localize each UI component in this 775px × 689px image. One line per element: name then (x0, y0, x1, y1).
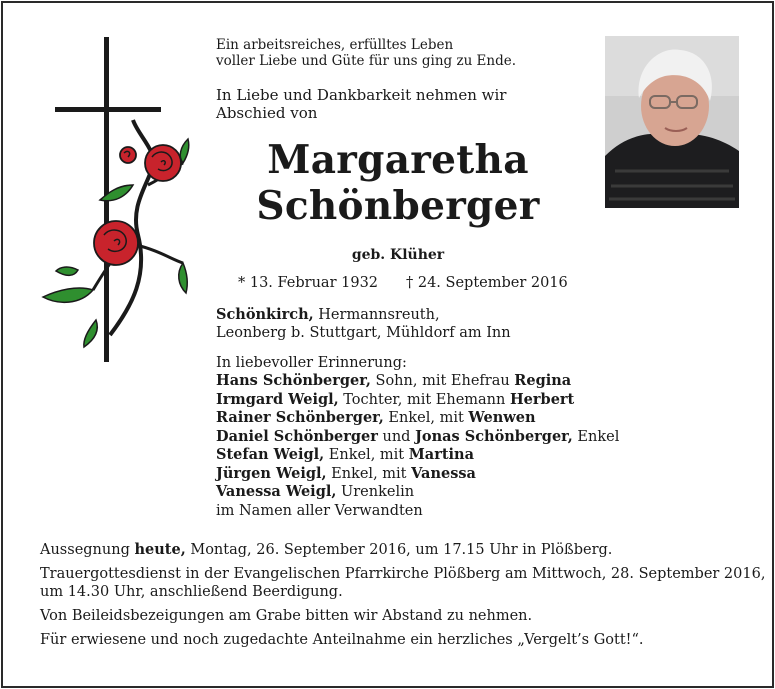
bold-text: Stefan Weigl, (216, 446, 325, 463)
text: Enkel, mit (324, 447, 409, 463)
bold-text: Herbert (509, 390, 575, 408)
text: Aussegnung (40, 542, 135, 558)
notice-line (40, 631, 740, 649)
notice-line (40, 583, 740, 601)
intro (216, 86, 506, 122)
mourner-line (216, 465, 619, 484)
obituary-card (1, 1, 774, 688)
notice-line (40, 541, 740, 559)
poem (216, 37, 516, 69)
bold-text: Hans Schönberger, (216, 372, 371, 389)
poem-line: voller Liebe und Güte für uns ging zu Ende. (216, 53, 517, 69)
bold-text: Vanessa Weigl, (216, 483, 337, 500)
text: Von Beileidsbezeigungen am Grabe bitten wir Abstand zu nehmen. (40, 608, 533, 624)
text: Leonberg b. Stuttgart, Mühldorf am Inn (216, 325, 511, 341)
notice-line (40, 607, 740, 625)
text: Montag, 26. September 2016, um 17.15 Uhr in Plößberg. (185, 542, 613, 558)
place-line (216, 324, 511, 342)
bold-text: Schönkirch, (216, 306, 314, 323)
text: Tochter, mit Ehemann (338, 391, 510, 408)
bold-text: Martina (408, 446, 474, 463)
notice-line (40, 565, 766, 583)
mourner-line (216, 446, 619, 465)
first-name: Margaretha (267, 137, 529, 183)
notice-paragraph (40, 607, 740, 625)
birth-date: * 13. Februar 1932 (238, 275, 379, 291)
bold-text: heute, (134, 541, 186, 558)
text: Enkel, mit (326, 465, 412, 482)
text: Trauergottesdienst in der Evangelischen Pfarrkirche Plößberg am Mittwoch, 28. September 2016, (40, 566, 766, 582)
mourners-heading: In liebevoller Erinnerung: (216, 355, 407, 371)
notice-paragraph (40, 541, 740, 559)
birth-name: geb. Klüher (351, 247, 445, 263)
text: Für erwiesene und noch zugedachte Anteilnahme ein herzliches „Vergelt’s Gott!“. (40, 632, 644, 648)
bold-text: Rainer Schönberger, (216, 409, 384, 426)
text: Hermannsreuth, (313, 307, 440, 323)
notices (40, 541, 766, 655)
bold-text: Irmgard Weigl, (216, 390, 339, 408)
poem-line: Ein arbeitsreiches, erfülltes Leben (216, 37, 454, 53)
mourner-line (216, 483, 619, 502)
bold-text: Regina (514, 372, 572, 389)
last-name: Schönberger (256, 183, 540, 229)
mourner-line (216, 391, 619, 410)
text: Sohn, mit Ehefrau (370, 373, 515, 389)
mourner-line (216, 409, 619, 428)
mourners-list (216, 372, 619, 520)
text: Enkel, mit (383, 410, 469, 426)
mourner-line (216, 372, 619, 391)
deceased-name (203, 137, 593, 229)
bold-text: Jonas Schönberger, (415, 427, 573, 445)
bold-text: Jürgen Weigl, (216, 464, 327, 482)
places (216, 306, 511, 342)
text: und (377, 428, 416, 445)
text: um 14.30 Uhr, anschließend Beerdigung. (40, 584, 343, 600)
place-line (216, 306, 511, 324)
bold-text: Daniel Schönberger (216, 427, 378, 445)
bold-text: Vanessa (411, 464, 476, 482)
cross-with-roses-icon (38, 35, 198, 365)
text: Enkel (572, 428, 620, 445)
bold-text: Wenwen (468, 409, 536, 426)
death-date: † 24. September 2016 (406, 275, 568, 291)
notice-paragraph (40, 631, 740, 649)
intro-line: Abschied von (216, 104, 318, 122)
intro-line: In Liebe und Dankbarkeit nehmen wir (216, 86, 507, 104)
mourner-line (216, 502, 619, 521)
mourner-line (216, 428, 619, 447)
text: im Namen aller Verwandten (216, 502, 423, 519)
text: Urenkelin (336, 484, 415, 500)
portrait-photo (605, 36, 739, 208)
notice-paragraph (40, 565, 766, 601)
